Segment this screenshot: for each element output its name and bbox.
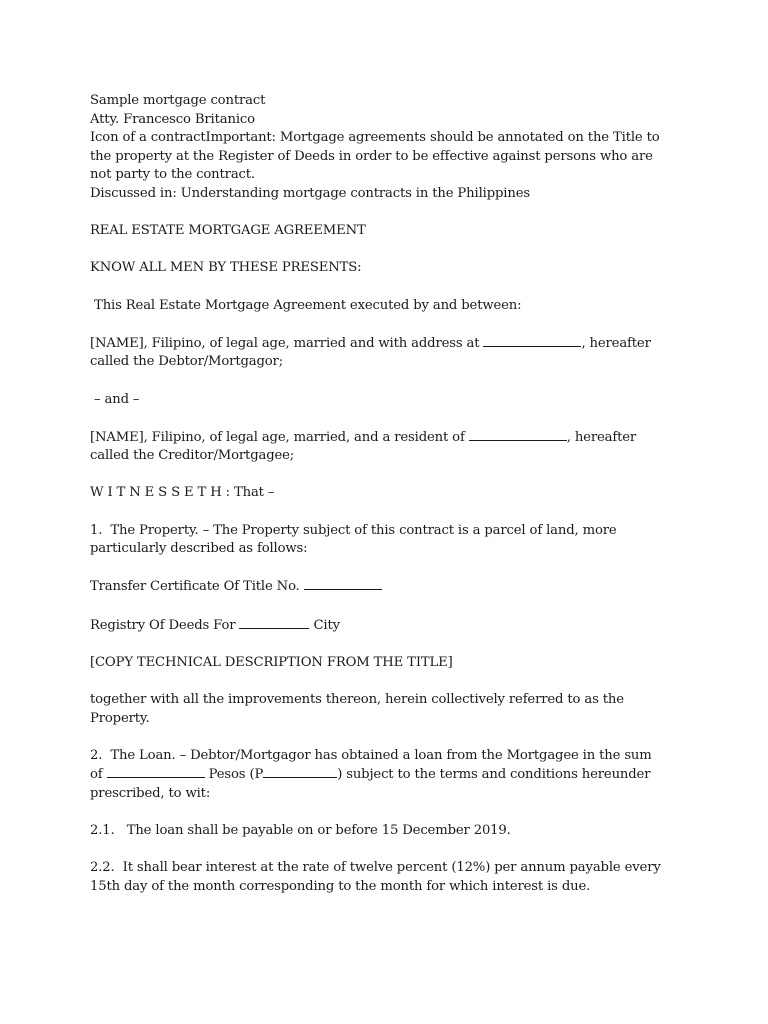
section-2-2-line-1: 2.2. It shall bear interest at the rate of twelve percent (12%) per annum payable every: [90, 860, 661, 876]
section-2-2-line-2: 15th day of the month corresponding to the month for which interest is due.: [90, 878, 591, 894]
together-line-1: together with all the improvements thereon, herein collectively referred to as the: [90, 692, 624, 707]
section-2-2: [90, 859, 680, 896]
notice-line-3: not party to the contract.: [90, 167, 255, 183]
registry-city-blank: [239, 616, 309, 629]
loan-amount-words-blank: [107, 765, 205, 778]
tct-label: Transfer Certificate Of Title No.: [90, 579, 304, 595]
section-2-pesos: Pesos (P: [204, 767, 264, 783]
together-line-2: Property.: [90, 710, 150, 726]
witnesseth: W I T N E S S E T H : That –: [90, 485, 275, 501]
address-blank: [483, 334, 581, 347]
section-1-line-1: 1. The Property. – The Property subject of this contract is a parcel of land, more: [90, 522, 617, 538]
author-line: Atty. Francesco Britanico: [90, 111, 255, 127]
tct-number-blank: [304, 577, 382, 590]
party-debtor-called: called the Debtor/Mortgagor;: [90, 354, 283, 370]
header-block: [90, 92, 680, 204]
registry-label: Registry Of Deeds For: [90, 617, 240, 633]
party-creditor: [90, 428, 680, 466]
section-2-line-3: prescribed, to wit:: [90, 785, 211, 801]
party-creditor-hereafter: , hereafter: [566, 429, 637, 445]
loan-amount-figures-blank: [263, 765, 337, 778]
section-1-property: [90, 522, 680, 559]
party-debtor: [90, 334, 680, 372]
intro-paragraph: This Real Estate Mortgage Agreement executed by and between:: [90, 297, 522, 313]
copy-technical-description: [COPY TECHNICAL DESCRIPTION FROM THE TITLE]: [90, 654, 453, 670]
doc-title-line: Sample mortgage contract: [90, 93, 266, 108]
agreement-title: REAL ESTATE MORTGAGE AGREEMENT: [90, 223, 366, 239]
party-debtor-text: [NAME], Filipino, of legal age, married and with address at: [90, 335, 484, 351]
party-creditor-text: [NAME], Filipino, of legal age, married, and a resident of: [90, 429, 469, 445]
residence-blank: [469, 428, 567, 441]
section-2-of: of: [90, 767, 107, 783]
party-debtor-hereafter: , hereafter: [581, 335, 651, 351]
section-2-line-1: 2. The Loan. – Debtor/Mortgagor has obtained a loan from the Mortgagee in the sum: [90, 747, 652, 763]
party-creditor-called: called the Creditor/Mortgagee;: [90, 448, 295, 464]
section-2-loan: [90, 747, 680, 804]
know-all-men: KNOW ALL MEN BY THESE PRESENTS:: [90, 260, 362, 276]
notice-line-2: the property at the Register of Deeds in order to be effective against persons who are: [90, 148, 653, 164]
registry-city-suffix: City: [309, 617, 340, 633]
document-page: [90, 92, 680, 897]
section-2-1: 2.1. The loan shall be payable on or before 15 December 2019.: [90, 823, 511, 839]
discussed-in-line: Discussed in: Understanding mortgage contracts in the Philippines: [90, 185, 530, 201]
notice-line-1: Icon of a contractImportant: Mortgage agreements should be annotated on the Title to: [90, 130, 660, 146]
section-2-subject: ) subject to the terms and conditions hereunder: [337, 767, 651, 783]
and-separator: – and –: [90, 391, 140, 407]
together-paragraph: [90, 691, 680, 728]
section-1-line-2: particularly described as follows:: [90, 541, 308, 557]
